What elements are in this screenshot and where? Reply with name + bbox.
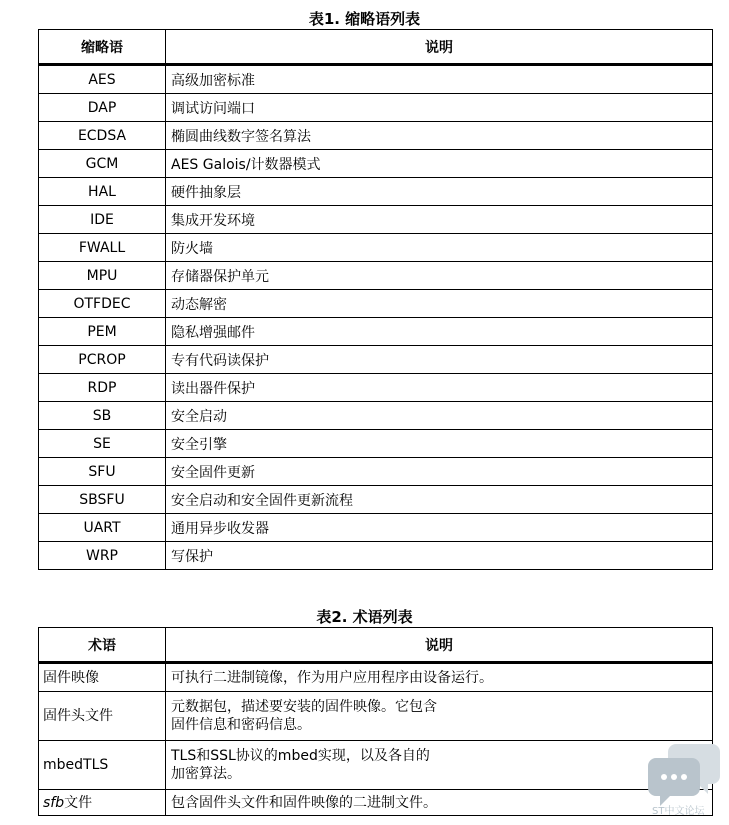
- abbr-cell: GCM: [39, 150, 166, 178]
- table-row: [39, 514, 713, 542]
- term-cell: [39, 692, 166, 741]
- term-text: 文件: [64, 794, 93, 811]
- term-text: 固件映像: [43, 669, 99, 686]
- abbreviations-table: [38, 29, 713, 570]
- table-row: [39, 663, 713, 692]
- table-row: [39, 150, 713, 178]
- table-header-row: [39, 30, 713, 65]
- header-term: 术语: [39, 628, 166, 663]
- terms-table: [38, 627, 713, 816]
- abbr-cell: MPU: [39, 262, 166, 290]
- table-row: [39, 692, 713, 741]
- desc-cell: [166, 663, 713, 692]
- desc-line: 固件信息和密码信息。: [171, 717, 311, 733]
- desc-cell: 安全引擎: [166, 430, 713, 458]
- term-cell: [39, 663, 166, 692]
- abbr-cell: PEM: [39, 318, 166, 346]
- desc-cell: 集成开发环境: [166, 206, 713, 234]
- table1-caption: 表1. 缩略语列表: [308, 10, 421, 28]
- abbr-cell: SB: [39, 402, 166, 430]
- term-italic-part: sfb: [43, 794, 65, 811]
- desc-line: 包含固件头文件和固件映像的二进制文件。: [171, 794, 437, 811]
- desc-cell: 安全固件更新: [166, 458, 713, 486]
- desc-cell: [166, 741, 713, 790]
- desc-cell: 专有代码读保护: [166, 346, 713, 374]
- desc-cell: 隐私增强邮件: [166, 318, 713, 346]
- abbr-cell: SE: [39, 430, 166, 458]
- table-row: [39, 178, 713, 206]
- desc-cell: 安全启动和安全固件更新流程: [166, 486, 713, 514]
- table-row: [39, 206, 713, 234]
- desc-line: 可执行二进制镜像，作为用户应用程序由设备运行。: [171, 669, 493, 686]
- abbr-cell: PCROP: [39, 346, 166, 374]
- desc-cell: 写保护: [166, 542, 713, 570]
- table-row: [39, 318, 713, 346]
- desc-cell: 存储器保护单元: [166, 262, 713, 290]
- abbr-cell: OTFDEC: [39, 290, 166, 318]
- table-row: [39, 122, 713, 150]
- desc-line: 元数据包，描述要安装的固件映像。它包含: [171, 699, 437, 715]
- abbr-cell: UART: [39, 514, 166, 542]
- table-row: [39, 65, 713, 94]
- header-desc: 说明: [166, 628, 713, 663]
- table-row: [39, 234, 713, 262]
- desc-cell: 调试访问端口: [166, 94, 713, 122]
- table-row: [39, 542, 713, 570]
- desc-cell: 读出器件保护: [166, 374, 713, 402]
- table-row: [39, 790, 713, 816]
- abbr-cell: IDE: [39, 206, 166, 234]
- term-cell: [39, 790, 166, 816]
- table-row: [39, 262, 713, 290]
- abbr-cell: WRP: [39, 542, 166, 570]
- table-row: [39, 458, 713, 486]
- desc-cell: 防火墙: [166, 234, 713, 262]
- table-row: [39, 374, 713, 402]
- table-row: [39, 290, 713, 318]
- table-row: [39, 94, 713, 122]
- table-row: [39, 486, 713, 514]
- header-desc: 说明: [166, 30, 713, 65]
- desc-cell: 安全启动: [166, 402, 713, 430]
- abbr-cell: HAL: [39, 178, 166, 206]
- desc-cell: 椭圆曲线数字签名算法: [166, 122, 713, 150]
- table2-caption: 表2. 术语列表: [316, 608, 413, 626]
- desc-line: 加密算法。: [171, 766, 241, 782]
- table-row: [39, 402, 713, 430]
- table-row: [39, 741, 713, 790]
- table-header-row: [39, 628, 713, 663]
- desc-cell: 通用异步收发器: [166, 514, 713, 542]
- abbr-cell: SFU: [39, 458, 166, 486]
- abbr-cell: DAP: [39, 94, 166, 122]
- abbr-cell: FWALL: [39, 234, 166, 262]
- watermark-text: ST中文论坛: [652, 806, 705, 817]
- table-row: [39, 346, 713, 374]
- term-cell: [39, 741, 166, 790]
- desc-line: TLS和SSL协议的mbed实现，以及各自的: [171, 748, 430, 764]
- header-abbr: 缩略语: [39, 30, 166, 65]
- term-text: mbedTLS: [43, 757, 109, 773]
- desc-cell: [166, 692, 713, 741]
- desc-cell: [166, 790, 713, 816]
- abbr-cell: SBSFU: [39, 486, 166, 514]
- abbr-cell: ECDSA: [39, 122, 166, 150]
- table-row: [39, 430, 713, 458]
- desc-cell: 高级加密标准: [166, 65, 713, 94]
- desc-cell: 动态解密: [166, 290, 713, 318]
- abbr-cell: AES: [39, 65, 166, 94]
- desc-cell: AES Galois/计数器模式: [166, 150, 713, 178]
- term-text: 固件头文件: [43, 708, 113, 724]
- desc-cell: 硬件抽象层: [166, 178, 713, 206]
- abbr-cell: RDP: [39, 374, 166, 402]
